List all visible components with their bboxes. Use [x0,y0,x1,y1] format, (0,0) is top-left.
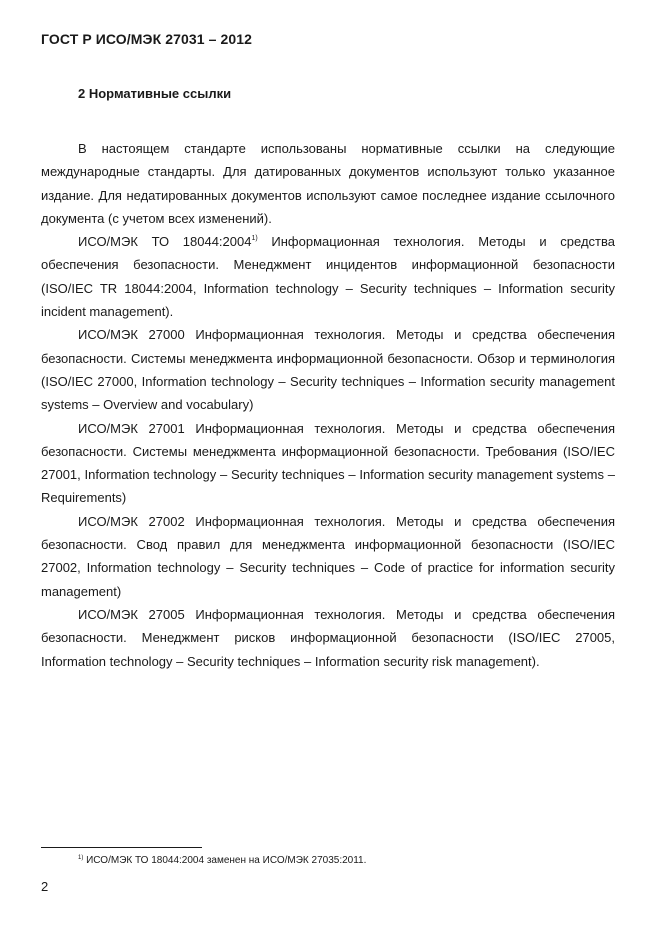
footnote-mark: 1) [251,235,258,243]
reference-code: ИСО/МЭК 27005 [78,606,185,622]
reference-title: Информационная технология. Методы и средства обеспечения безопасности. Менеджмент рисков информационной безопасности (ISO/IEC 27005, Information technology – Security techniques – Information security risk management). [41,606,615,669]
reference-title: Информационная технология. Методы и средства обеспечения безопасности. Менеджмент инцидентов информационной безопасности (ISO/IEC TR 18044:2004, Information technology – Security techniques – Information security incident management). [41,234,615,320]
reference-item [41,323,615,416]
reference-item [41,510,615,603]
footnote-text: ИСО/МЭК ТО 18044:2004 заменен на ИСО/МЭК 27035:2011. [83,855,367,866]
footnote [78,855,366,866]
footnote-divider [41,847,202,848]
reference-item [41,603,615,673]
footnote-mark: 1) [78,855,84,861]
reference-code: ИСО/МЭК 27001 [78,420,185,436]
reference-item [41,230,615,323]
reference-title: Информационная технология. Методы и средства обеспечения безопасности. Системы менеджмента информационной безопасности. Обзор и терминология (ISO/IEC 27000, Information technology – Security techniques – Information security management systems – Overview and vocabulary) [41,327,615,413]
document-header: ГОСТ Р ИСО/МЭК 27031 – 2012 [41,31,253,47]
reference-title: Информационная технология. Методы и средства обеспечения безопасности. Системы менеджмента информационной безопасности. Требования (ISO/IEC 27001, Information technology – Security techniques – Information security management systems – Requirements) [41,420,615,506]
intro-paragraph: В настоящем стандарте использованы нормативные ссылки на следующие международные стандарты. Для датированных документов используют только указанное издание. Для недатированных документов используют самое последнее издание ссылочного документа (с учетом всех изменений). [41,141,615,226]
page-number: 2 [41,879,49,894]
section-title: 2 Нормативные ссылки [78,86,232,101]
reference-code: ИСО/МЭК 27002 [78,513,185,529]
reference-item [41,417,615,510]
reference-title: Информационная технология. Методы и средства обеспечения безопасности. Свод правил для менеджмента информационной безопасности (ISO/IEC 27002, Information technology – Security techniques – Code of practice for information security management) [41,513,615,599]
reference-code: ИСО/МЭК 27000 [78,327,185,343]
normative-references-body [41,137,615,673]
reference-code: ИСО/МЭК ТО 18044:2004 [78,234,252,250]
